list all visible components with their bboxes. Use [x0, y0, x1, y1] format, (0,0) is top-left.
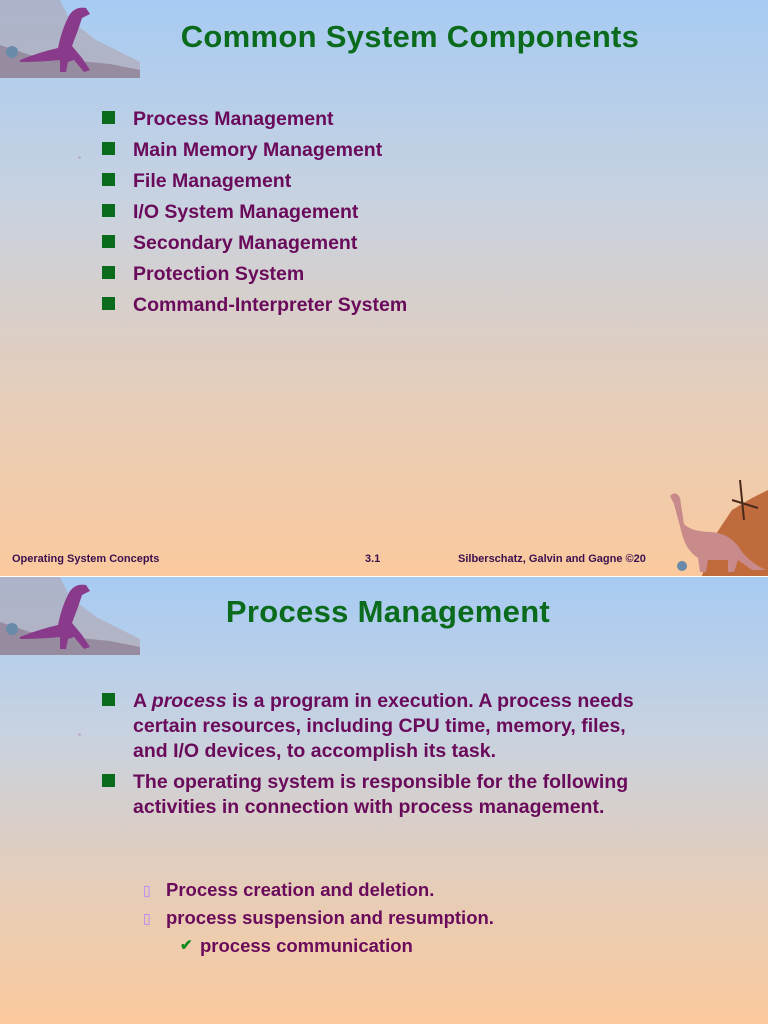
sub-bullet-icon: ▯	[143, 882, 151, 898]
footer-page-number: 3.1	[365, 553, 381, 565]
bullet-text: I/O System Management	[133, 201, 359, 223]
decorative-dot	[78, 733, 81, 736]
square-bullet-icon	[102, 142, 115, 155]
square-bullet-icon	[102, 693, 115, 706]
check-mark-icon: ✔	[180, 937, 193, 954]
bullet-text-pre: A	[133, 690, 152, 712]
list-item	[100, 262, 407, 287]
bullet-text: File Management	[133, 170, 292, 192]
bullet-text: Command-Interpreter System	[133, 294, 408, 316]
bullet-text: Protection System	[133, 263, 305, 285]
list-item	[100, 770, 660, 820]
slide-title: Process Management	[225, 594, 551, 629]
list-item	[100, 200, 407, 225]
sub-sub-item-text: process communication	[200, 935, 413, 956]
sub-bullet-list	[143, 876, 494, 932]
square-bullet-icon	[102, 774, 115, 787]
bullet-text-post: is a program in execution. A process needs certain resources, including CPU time, memory, files, and I/O devices, to accomplish its task.	[133, 690, 634, 762]
footer-authors: Silberschatz, Galvin and Gagne ©20	[458, 553, 646, 565]
list-item	[100, 689, 660, 764]
slide-2	[0, 577, 768, 1024]
decorative-dot	[78, 156, 81, 159]
bullet-text: Process Management	[133, 108, 334, 130]
square-bullet-icon	[102, 266, 115, 279]
bullet-list	[100, 689, 660, 826]
sub-bullet-icon: ▯	[143, 910, 151, 926]
list-item	[100, 138, 407, 163]
slide-title: Common System Components	[180, 19, 640, 54]
bullet-text: Main Memory Management	[133, 139, 383, 161]
bullet-text: The operating system is responsible for the following activities in connection with process management.	[133, 771, 629, 818]
square-bullet-icon	[102, 204, 115, 217]
dinosaur-bottom-right-art-icon	[662, 480, 768, 576]
sub-sub-list-item	[180, 932, 413, 960]
list-item	[100, 169, 407, 194]
square-bullet-icon	[102, 111, 115, 124]
bullet-text-emphasis: process	[151, 690, 227, 712]
sub-list-item	[143, 904, 494, 932]
sub-item-text: Process creation and deletion.	[166, 879, 435, 900]
sub-item-text: process suspension and resumption.	[166, 907, 494, 928]
square-bullet-icon	[102, 173, 115, 186]
bullet-list	[100, 107, 407, 324]
list-item	[100, 107, 407, 132]
bullet-text: Secondary Management	[133, 232, 358, 254]
footer-book-title: Operating System Concepts	[12, 553, 160, 565]
list-item	[100, 231, 407, 256]
list-item	[100, 293, 407, 318]
square-bullet-icon	[102, 297, 115, 310]
sub-sub-bullet-list	[180, 932, 413, 960]
square-bullet-icon	[102, 235, 115, 248]
sub-list-item	[143, 876, 494, 904]
